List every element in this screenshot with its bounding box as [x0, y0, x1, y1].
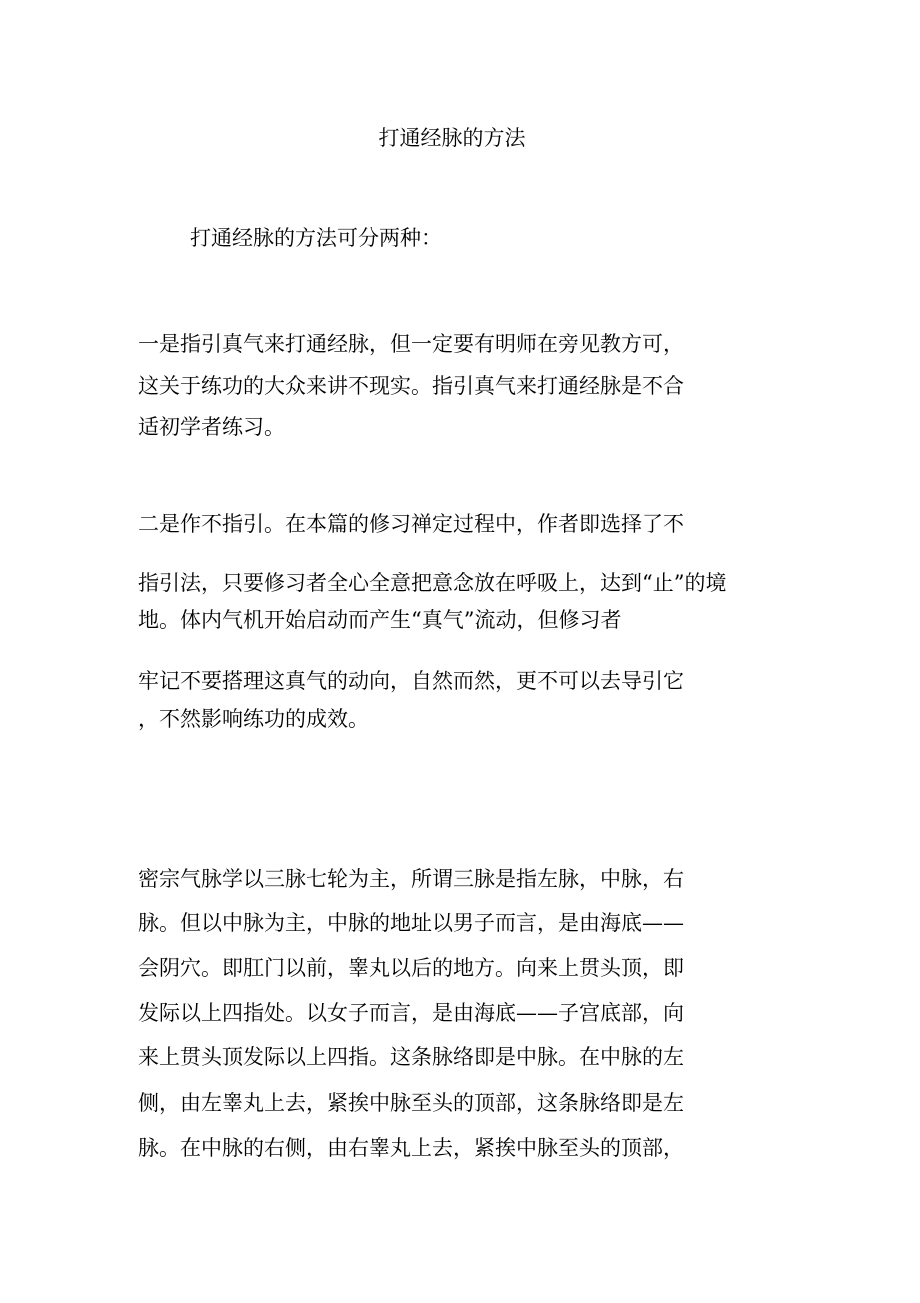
- paragraph1-line-1: 一是指引真气来打通经脉，但一定要有明师在旁见教方可，: [138, 332, 684, 356]
- paragraph2-line-3: 地。体内气机开始启动而产生“真气”流动，但修习者: [138, 608, 622, 632]
- document-title: 打通经脉的方法: [378, 126, 526, 150]
- paragraph2-line-2: 指引法，只要修习者全心全意把意念放在呼吸上，达到“止”的境: [138, 571, 727, 595]
- paragraph3-line-6: 侧，由左睾丸上去，紧挨中脉至头的顶部，这条脉络即是左: [138, 1091, 684, 1115]
- paragraph3-line-7: 脉。在中脉的右侧，由右睾丸上去，紧挨中脉至头的顶部，: [138, 1136, 684, 1160]
- paragraph3-line-4: 发际以上四指处。以女子而言，是由海底——子宫底部，向: [138, 1001, 684, 1025]
- paragraph2-line-1: 二是作不指引。在本篇的修习禅定过程中，作者即选择了不: [138, 512, 684, 536]
- intro-line: 打通经脉的方法可分两种：: [190, 226, 442, 250]
- paragraph3-line-3: 会阴穴。即肛门以前，睾丸以后的地方。向来上贯头顶，即: [138, 956, 684, 980]
- paragraph2-line-5: ，不然影响练功的成效。: [138, 707, 369, 731]
- paragraph3-line-1: 密宗气脉学以三脉七轮为主，所谓三脉是指左脉，中脉，右: [138, 867, 684, 891]
- paragraph1-line-3: 适初学者练习。: [138, 415, 285, 439]
- paragraph1-line-2: 这关于练功的大众来讲不现实。指引真气来打通经脉是不合: [138, 374, 684, 398]
- paragraph3-line-2: 脉。但以中脉为主，中脉的地址以男子而言，是由海底——: [138, 911, 684, 935]
- paragraph3-line-5: 来上贯头顶发际以上四指。这条脉络即是中脉。在中脉的左: [138, 1045, 684, 1069]
- paragraph2-line-4: 牢记不要搭理这真气的动向，自然而然，更不可以去导引它: [138, 669, 684, 693]
